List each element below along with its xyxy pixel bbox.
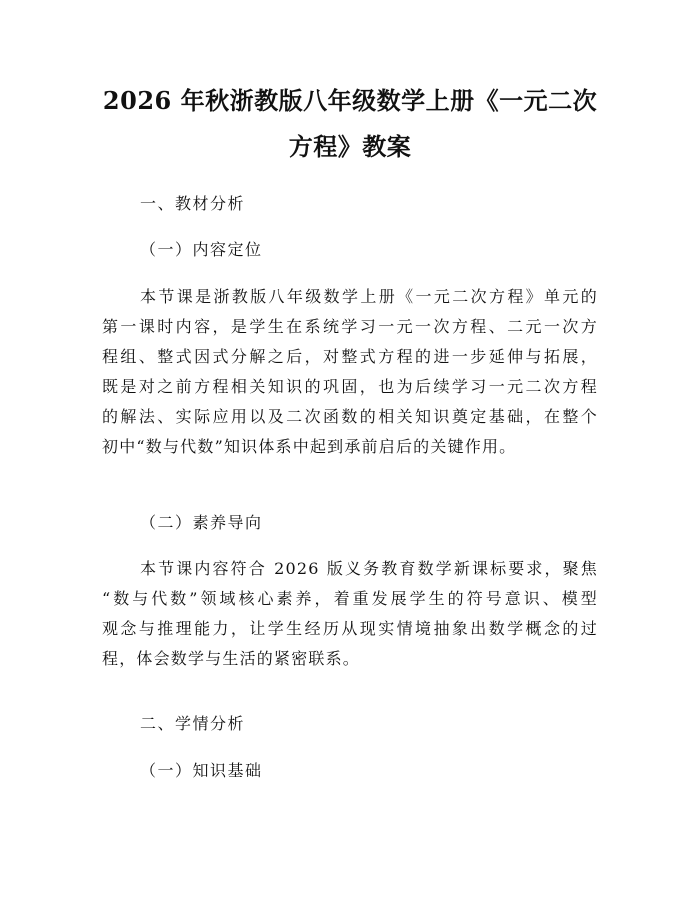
paragraph-2-line: 程，体会数学与生活的紧密联系。 (102, 649, 361, 668)
paragraph-1-line: 的解法、实际应用以及二次函数的相关知识奠定基础，在整个 (102, 407, 598, 426)
subsection-2-1-heading: （一）知识基础 (140, 761, 263, 780)
paragraph-2-line: 本节课内容符合 2026 版义务教育数学新课标要求，聚焦 (140, 559, 598, 578)
document-title-line-1: 2026 年秋浙教版八年级数学上册《一元二次 (102, 86, 598, 115)
paragraph-1-line: 程组、整式因式分解之后，对整式方程的进一步延伸与拓展， (102, 347, 598, 366)
subsection-1-1-heading: （一）内容定位 (140, 240, 263, 259)
paragraph-1-line: 第一课时内容，是学生在系统学习一元一次方程、二元一次方 (102, 317, 598, 336)
document-title-line-2: 方程》教案 (288, 132, 412, 161)
paragraph-2-line: “数与代数”领域核心素养，着重发展学生的符号意识、模型 (102, 589, 598, 608)
paragraph-2-line: 观念与推理能力，让学生经历从现实情境抽象出数学概念的过 (102, 619, 598, 638)
paragraph-1-line: 既是对之前方程相关知识的巩固，也为后续学习一元二次方程 (102, 377, 598, 396)
paragraph-1-line: 本节课是浙教版八年级数学上册《一元二次方程》单元的 (140, 287, 598, 306)
section-2-heading: 二、学情分析 (140, 714, 246, 733)
subsection-1-2-heading: （二）素养导向 (140, 513, 263, 532)
paragraph-1-line: 初中“数与代数”知识体系中起到承前启后的关键作用。 (102, 437, 517, 456)
section-1-heading: 一、教材分析 (140, 194, 246, 213)
